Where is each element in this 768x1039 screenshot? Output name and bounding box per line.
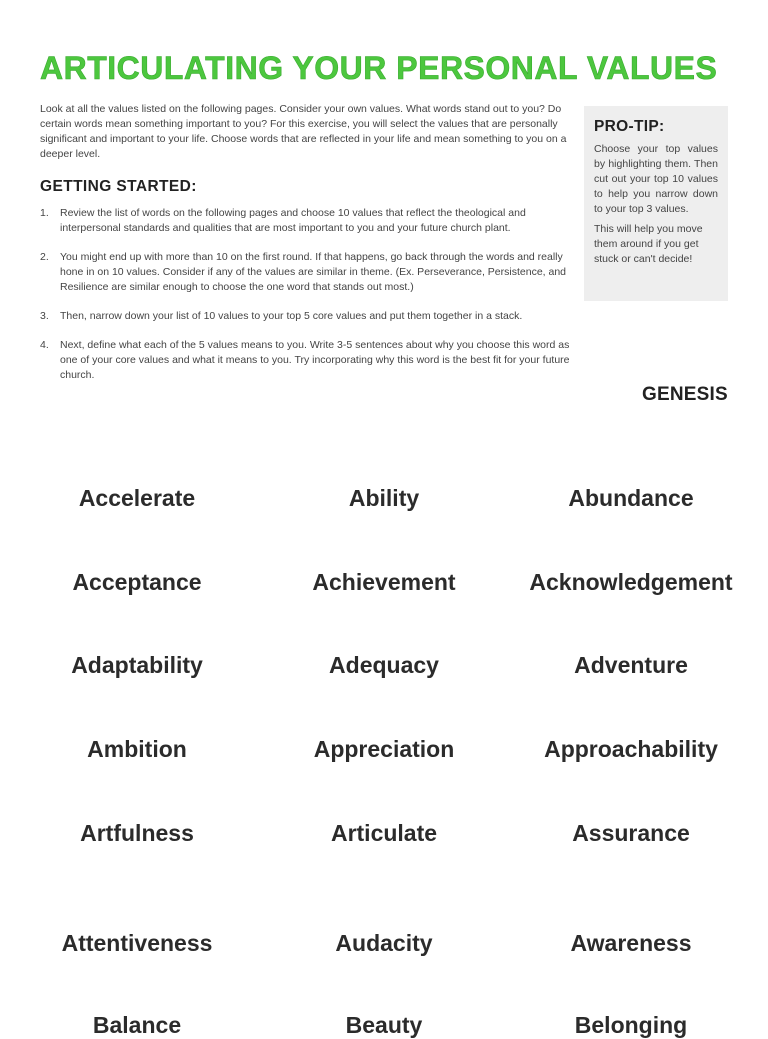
value-word[interactable]: Adaptability [71,652,203,678]
step-text: Then, narrow down your list of 10 values to your top 5 core values and put them together in a stack. [60,310,523,322]
value-word[interactable]: Adequacy [329,652,439,678]
value-word[interactable]: Audacity [335,930,433,956]
value-word[interactable]: Appreciation [313,736,455,762]
value-word[interactable]: Ability [348,485,420,511]
step-text: Review the list of words on the following pages and choose 10 values that reflect the theological and interpersonal standards and qualities that are most important to you and your future church plant. [60,207,526,234]
value-word[interactable]: Artfulness [80,820,194,846]
genesis-logo: GENESIS [642,384,728,405]
value-word[interactable]: Adventure [574,652,688,678]
value-word[interactable]: Assurance [572,820,690,846]
value-word[interactable]: Achievement [312,569,456,595]
pro-tip-text: Choose your top values by highlighting them. Then cut out your top 10 values to help you narrow down to your top 3 values. [594,143,718,215]
step-number: 1. [40,207,49,219]
value-word[interactable]: Awareness [570,930,692,956]
pro-tip-note: This will help you move them around if you get stuck or can't decide! [594,223,703,265]
step-number: 4. [40,339,49,351]
value-word[interactable]: Belonging [574,1012,688,1038]
step-number: 2. [40,251,49,263]
step-text: You might end up with more than 10 on the first round. If that happens, go back through the words and really hone in on 10 values. Consider if any of the values are similar in theme. (Ex. Perseverance, Persistence, and Resilience are similar enough to choose the one word that stands out most.) [60,251,567,293]
page-title: ARTICULATING YOUR PERSONAL VALUES [40,50,718,86]
value-word[interactable]: Beauty [345,1012,423,1038]
step-text: Next, define what each of the 5 values means to you. Write 3-5 sentences about why you choose this word as one of your core values and what it means to you. Try incorporating why this word is the best fit for your future church. [60,339,570,381]
value-word[interactable]: Acknowledgement [529,569,733,595]
getting-started-heading: GETTING STARTED: [40,178,197,195]
value-word[interactable]: Ambition [87,736,187,762]
intro-paragraph: Look at all the values listed on the following pages. Consider your own values. What words stand out to you? Do certain words mean something important to you? For this exercise, you will select the values that are personally significant and important to your life. Choose words that are reflected in your life and mean something to you on a deeper level. [40,103,567,160]
value-word[interactable]: Articulate [330,820,438,846]
value-word[interactable]: Balance [92,1012,182,1038]
step-number: 3. [40,310,49,322]
value-word[interactable]: Attentiveness [61,930,213,956]
pro-tip-heading: PRO-TIP: [594,118,665,135]
value-word[interactable]: Acceptance [72,569,202,595]
value-word[interactable]: Abundance [568,485,694,511]
value-word[interactable]: Approachability [544,736,718,762]
value-word[interactable]: Accelerate [78,485,196,511]
